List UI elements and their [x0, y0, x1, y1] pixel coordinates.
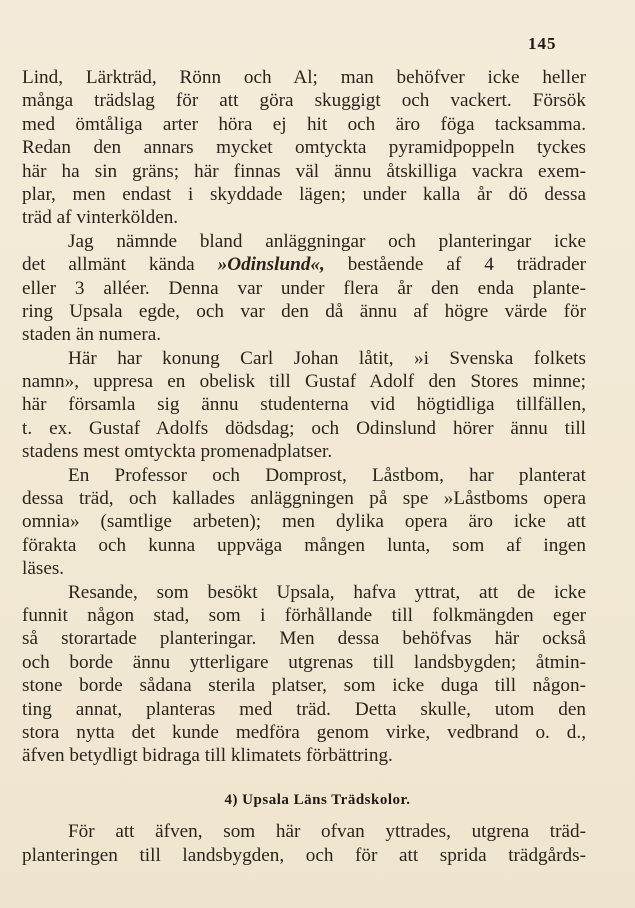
- odinslund-emphasis: »Odinslund«,: [217, 254, 325, 276]
- text-line: här församla sig ännu studenterna vid högtidliga tillfällen,: [22, 394, 586, 416]
- body-text: [22, 66, 586, 768]
- text-line: staden än numera.: [22, 324, 162, 346]
- text-line: och borde ännu ytterligare utgrenas till landsbygden; åtmin-: [22, 651, 586, 673]
- section-body-text: [22, 820, 586, 868]
- text-line: Jag nämnde bland anläggningar och planteringar icke: [68, 230, 586, 252]
- text-line: många trädslag för att göra skuggigt och vackert. Försök: [22, 90, 586, 112]
- text-fragment: bestående af 4 trädrader: [324, 254, 586, 276]
- text-line: stadens mest omtyckta promenadplatser.: [22, 441, 333, 463]
- text-line: ring Upsala egde, och var den då ännu af högre värde för: [22, 300, 586, 322]
- section-heading: 4) Upsala Läns Trädskolor.: [224, 792, 411, 808]
- text-line: Lind, Lärkträd, Rönn och Al; man behöfver icke heller: [22, 67, 586, 88]
- text-line: ting annat, planteras med träd. Detta skulle, utom den: [22, 698, 586, 720]
- text-line: Här har konung Carl Johan låtit, »i Svenska folkets: [68, 347, 586, 369]
- text-line: Redan den annars mycket omtyckta pyramidpoppeln tyckes: [22, 137, 586, 159]
- text-line: med ömtåliga arter höra ej hit och äro föga tacksamma.: [22, 113, 586, 135]
- text-line: eller 3 alléer. Denna var under flera år den enda plante-: [22, 277, 586, 299]
- text-line: namn», uppresa en obelisk till Gustaf Adolf den Stores minne;: [22, 371, 586, 393]
- page-number: 145: [528, 34, 557, 53]
- text-line: En Professor och Domprost, Låstbom, har planterat: [68, 464, 586, 486]
- text-line: läses.: [22, 558, 65, 580]
- text-line-odinslund: [22, 253, 586, 276]
- text-line: För att äfven, som här ofvan yttrades, utgrena träd-: [68, 821, 586, 842]
- text-line: t. ex. Gustaf Adolfs dödsdag; och Odinslund hörer ännu till: [22, 417, 586, 439]
- text-fragment: det allmänt kända: [22, 254, 218, 276]
- text-line: dessa träd, och kallades anläggningen på spe »Låstboms opera: [22, 488, 586, 510]
- text-line: planteringen till landsbygden, och för att sprida trädgårds-: [22, 845, 586, 866]
- text-line: funnit någon stad, som i förhållande till folkmängden eger: [22, 604, 586, 626]
- text-line: omnia» (samtlige arbeten); men dylika opera äro icke att: [22, 511, 586, 533]
- text-line: Resande, som besökt Upsala, hafva yttrat, att de icke: [68, 581, 586, 603]
- text-line: förakta och kunna uppväga mången lunta, som af ingen: [22, 534, 586, 556]
- text-line: så storartade planteringar. Men dessa behöfvas här också: [22, 628, 586, 650]
- text-line: träd af vinterkölden.: [22, 207, 179, 229]
- text-line: plar, men endast i skyddade lägen; under kalla år dö dessa: [22, 183, 586, 205]
- text-line: stone borde sådana sterila platser, som icke duga till någon-: [22, 675, 586, 697]
- text-line: stora nytta det kunde medföra genom virke, vedbrand o. d.,: [22, 721, 586, 743]
- text-line: äfven betydligt bidraga till klimatets förbättring.: [22, 745, 393, 767]
- text-line: här ha sin gräns; här finnas väl ännu åtskilliga vackra exem-: [22, 160, 586, 182]
